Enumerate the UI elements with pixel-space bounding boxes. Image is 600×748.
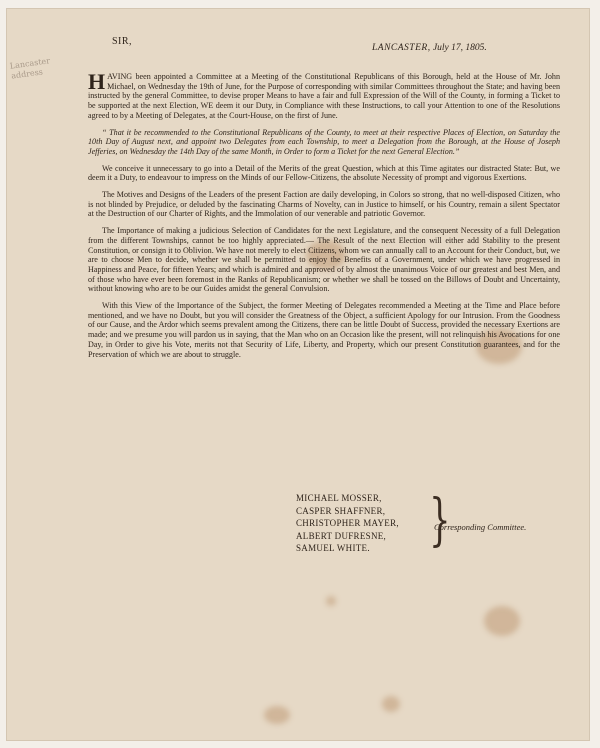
paragraph: With this View of the Importance of the Subject, the former Meeting of Delegates recommended a Meeting at the Time and Place before mentioned, and we have no Doubt, but you will consider the Greatness of the Object, a sufficient Apology for our Intrusion. From the Goodness of our Cause, and the Ardor which seems prevalent among the Citizens, there can be little Doubt of Success, provided the necessary Exertions are made; and we presume you will pardon us in saying, that the Man who on an Occasion like the present, will not relinquish his Avocations for one Day, in Order to give his Vote, merits not that Security of Life, Liberty, and Property, which our present Constitution guarantees, and for the Preservation of which we are about to struggle.: [88, 301, 560, 359]
signatory: ALBERT DUFRESNE,: [296, 530, 387, 541]
signatories: [296, 492, 399, 555]
committee-label: Corresponding Committee.: [434, 522, 527, 532]
brace-icon: }: [429, 488, 451, 553]
signatory: MICHAEL MOSSER,: [296, 493, 382, 503]
dateline-date: July 17, 1805.: [432, 43, 487, 53]
signatory: SAMUEL WHITE.: [296, 543, 370, 553]
paragraph: The Importance of making a judicious Selection of Candidates for the next Legislature, and the consequent Necessity of a full Delegation from the different Townships, cannot be too highly appreciated.— The Result of the next Election will either add Stability to the present Constitution, or consign it to Oblivion. We have not merely to elect Citizens, whom we can annually call to an Account for their Conduct, but, we are to choose Men to decide, whether we shall be permitted to enjoy the Benefits of a Government, under which we have progressed in Happiness and Peace, for fifteen Years; and which is admired and approved of by almost the unanimous Voice of our greatest and best Men, and of those who have ever been foremost in the Ranks of Republicanism; or whether we shall be tossed on the Billows of Doubt and Uncertainty, without knowing who are to be our Guides amidst the general Convulsion.: [88, 226, 560, 294]
dateline: [372, 43, 487, 53]
paragraph: The Motives and Designs of the Leaders of the present Faction are daily developing, in Colors so strong, that no well-disposed Citizen, who is not blinded by Prejudice, or deluded by the fascinating Charms of Novelty, can in Justice to himself, or his Country, remain a silent Spectator at the Destruction of our Charter of Rights, and the Immolation of our venerable and patriotic Governor.: [88, 190, 560, 219]
dropcap: H: [88, 69, 106, 94]
signatory: CASPER SHAFFNER,: [296, 505, 386, 516]
salutation: SIR,: [112, 36, 133, 47]
resolution-quote: “ That it be recommended to the Constitutional Republicans of the County, to meet at their respective Places of Election, on Saturday the 10th Day of August next, and appoint two Delegates from each Township, to meet a Delegation from the Borough, at the House of Joseph Jefferies, on Wednesday the 14th Day of the same Month, in Order to form a Ticket for the next General Election.”: [88, 127, 560, 156]
paragraph: H AVING been appointed a Committee at a Meeting of the Constitutional Republicans of this Borough, held at the House of Mr. John Michael, on Wednesday the 19th of June, for the Purpose of corresponding with similar Committees throughout the State; and having been instructed by the general Committee, to devise proper Means to have a fair and full Expression of the Will of the County, in forming a Ticket to be supported at the next Election, WE deem it our Duty, in Compliance with these Instructions, to call your Attention to one of the Resolutions agreed to by a Meeting of Delegates, at the Court-House, on the first of June.: [88, 69, 560, 120]
stain-mark: [264, 706, 290, 724]
letter-body: [88, 69, 560, 366]
signatory: CHRISTOPHER MAYER,: [296, 518, 399, 528]
stain-mark: [382, 696, 400, 712]
stain-mark: [484, 606, 520, 636]
paragraph: We conceive it unnecessary to go into a Detail of the Merits of the great Question, which at this Time agitates our distracted State: But, we deem it a Duty, to endeavour to impress on the Minds of our Fellow-Citizens, the absolute Necessity of prompt and vigorous Exertions.: [88, 163, 560, 183]
handwritten-note: Lancaster address: [9, 56, 51, 81]
stain-mark: [326, 596, 336, 606]
dateline-place: LANCASTER,: [372, 43, 431, 53]
